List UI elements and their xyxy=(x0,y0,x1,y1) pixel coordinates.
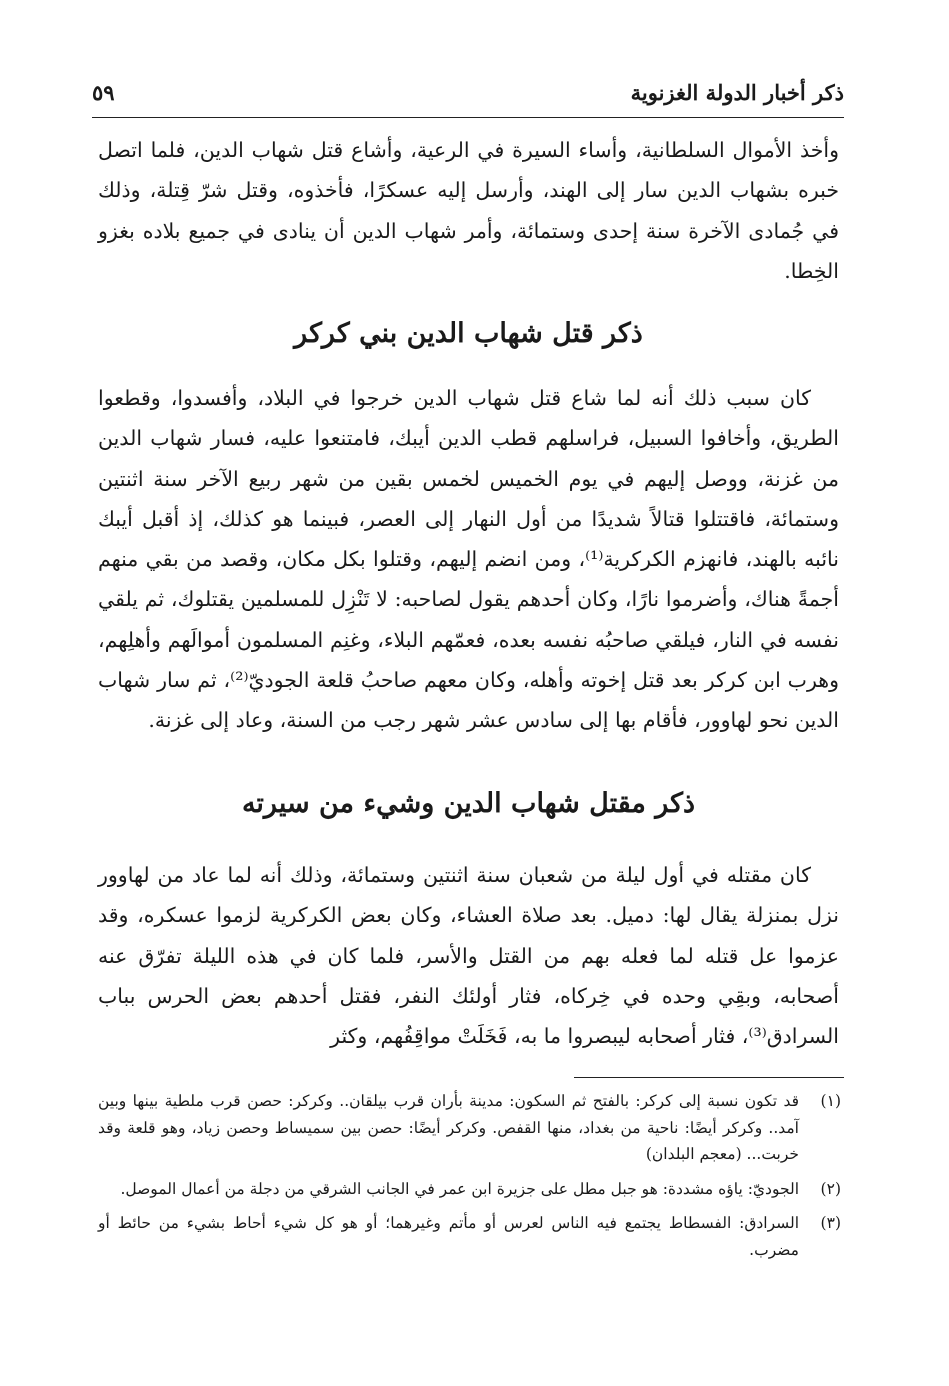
footnote-rule xyxy=(574,1077,844,1078)
footnote-number: (٣) xyxy=(820,1214,841,1232)
paragraph-2: كان سبب ذلك أنه لما شاع قتل شهاب الدين خرجوا في البلاد، وأفسدوا، وقطعوا الطريق، وأخافوا السبيل، فراسلهم قطب الدين أيبك، فامتنعوا عليه، فسار شهاب الدين من غزنة، ووصل إليهم في يوم الخميس لخمس بقين من شهر ربيع الآخر سنة اثنتين وستمائة، فاقتتلوا قتالاً شديدًا من أول النهار إلى العصر، فبينما هو كذلك، إذ أقبل أيبك نائبه بالهند، فانهزم الكركرية⁽¹⁾، ومن انضم إليهم، وقتلوا بكل مكان، وقصد من بقي منهم أجمةً هناك، وأضرموا نارًا، وكان أحدهم يقول لصاحبه: لا تَنْزِل للمسلمين يقتلوك، ثم يلقي نفسه في النار، فيلقي صاحبُه نفسه بعده، فعمّهم البلاء، وغنِم المسلمون أموالَهم وأهلِهم، وهرب ابن كركر بعد قتل إخوته وأهله، وكان معهم صاحبُ قلعة الجوديّ⁽²⁾، ثم سار شهاب الدين نحو لهاوور، فأقام بها إلى سادس عشر شهر رجب من السنة، وعاد إلى غزنة. xyxy=(98,386,839,733)
footnote-text: الجوديّ: ياؤه مشددة: هو جبل مطل على جزيرة ابن عمر في الجانب الشرقي من دجلة من أعمال الموصل. xyxy=(120,1179,799,1198)
footnote-text: السرادق: الفسطاط يجتمع فيه الناس لعرس أو مأتم وغيرهما؛ أو هو كل شيء أحاط بشيء من حائط أو مضرب. xyxy=(98,1214,799,1259)
footnote-3 xyxy=(98,1210,841,1263)
header-rule xyxy=(92,117,844,118)
page-number: ٥٩ xyxy=(92,80,115,105)
footnote-number: (١) xyxy=(820,1092,841,1110)
footnote-1 xyxy=(98,1088,841,1168)
footnote-2 xyxy=(98,1176,841,1203)
running-title: ذكر أخبار الدولة الغزنوية xyxy=(630,80,844,105)
footnote-number: (٢) xyxy=(820,1179,841,1198)
paragraph-1: وأخذ الأموال السلطانية، وأساء السيرة في الرعية، وأشاع قتل شهاب الدين، فلما اتصل خبره بشهاب الدين سار إلى الهند، وأرسل إليه عسكرًا، فأخذوه، وقتل شرّ قِتلة، وذلك في جُمادى الآخرة سنة إحدى وستمائة، وأمر شهاب الدين أن ينادى في جميع بلاده بغزو الخِطا. xyxy=(98,138,839,283)
running-header xyxy=(92,78,844,110)
paragraph-3: كان مقتله في أول ليلة من شعبان سنة اثنتين وستمائة، وذلك أنه لما عاد من لهاوور نزل بمنزلة يقال لها: دميل. بعد صلاة العشاء، وكان بعض الكركرية لزموا عسكره، وقد عزموا عل قتله لما فعله بهم من القتل والأسر، فلما كان في هذه الليلة تفرّق عنه أصحابه، وبقِي وحده في خِركاه، فثار أولئك النفر، فقتل أحدهم بعض الحرس بباب السرادق⁽³⁾، فثار أصحابه ليبصروا ما به، فَخَلَتْ مواقِفُهم، وكثر xyxy=(98,863,839,1049)
section-heading-2: ذكر مقتل شهاب الدين وشيء من سيرته xyxy=(241,788,696,819)
footnote-text: قد تكون نسبة إلى كركر: بالفتح ثم السكون: مدينة بأران قرب بيلقان.. وكركر: حصن قرب ملطية بينها وبين آمد.. وكركر أيضًا: ناحية من بغداد، منها القفص. وكركر أيضًا: حصن بين سميساط وحصن زياد، وهو قلعة وقد خربت... (معجم البلدان) xyxy=(98,1092,799,1163)
footnotes-list xyxy=(98,1088,841,1271)
section-heading-1: ذكر قتل شهاب الدين بني كركر xyxy=(294,318,643,349)
